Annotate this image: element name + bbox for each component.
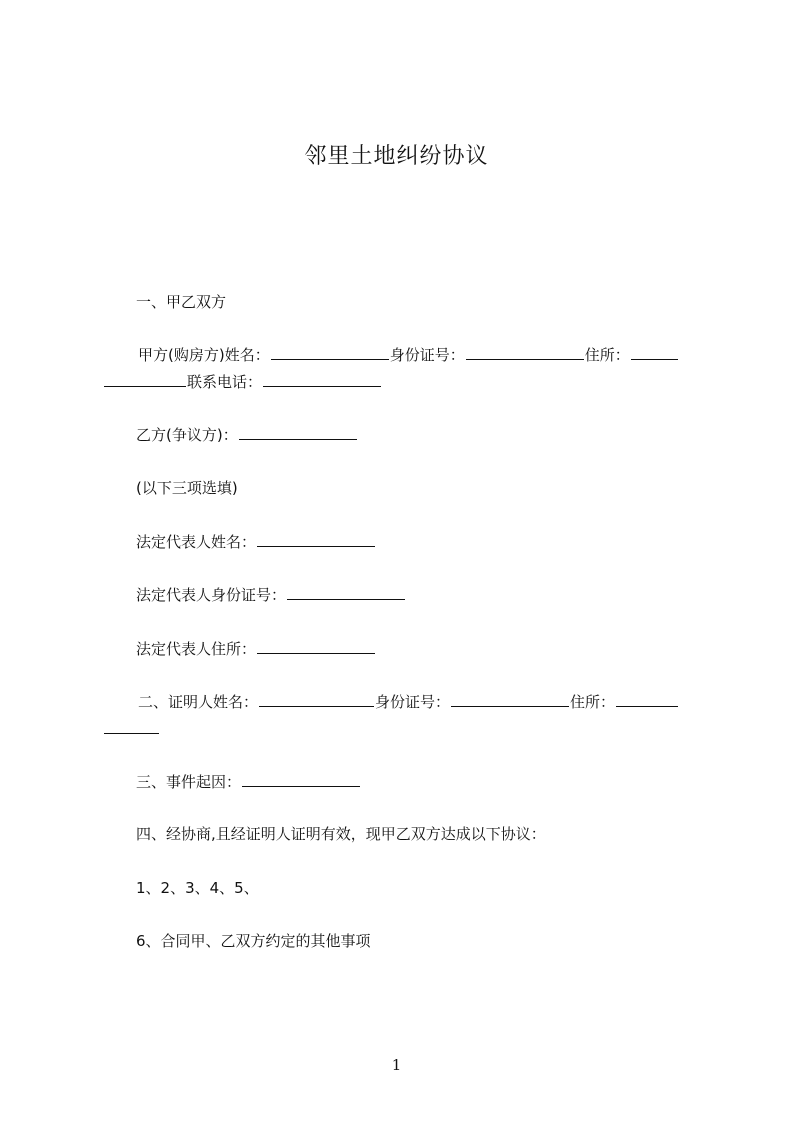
party-a-address-blank[interactable]	[631, 344, 678, 360]
legal-rep-address-line	[136, 638, 376, 659]
witness-id-label: 身份证号：	[375, 693, 451, 711]
agreement-intro: 四、经协商,且经证明人证明有效，现甲乙双方达成以下协议：	[136, 825, 546, 843]
section-parties-heading: 一、甲乙双方	[136, 293, 227, 311]
agreement-items: 1、2、3、4、5、	[136, 879, 259, 897]
party-a-phone-label: 联系电话：	[187, 373, 263, 391]
party-a-name-label: 甲方(购房方)姓名：	[138, 346, 270, 364]
legal-rep-id-label: 法定代表人身份证号：	[136, 586, 287, 604]
witness-id-blank[interactable]	[451, 691, 569, 707]
legal-rep-address-label: 法定代表人住所：	[136, 640, 257, 658]
party-a-id-label: 身份证号：	[389, 346, 465, 364]
legal-rep-name-line	[136, 531, 376, 552]
cause-label: 三、事件起因：	[136, 773, 242, 791]
party-a-phone-blank[interactable]	[263, 371, 381, 387]
witness-name-blank[interactable]	[259, 691, 374, 707]
legal-rep-name-blank[interactable]	[257, 531, 375, 547]
agreement-item-6: 6、合同甲、乙双方约定的其他事项	[136, 932, 371, 950]
party-b-line	[136, 424, 358, 445]
witness-address-blank[interactable]	[616, 691, 678, 707]
legal-rep-name-label: 法定代表人姓名：	[136, 533, 257, 551]
legal-rep-id-line	[136, 584, 406, 605]
party-b-label: 乙方(争议方)：	[136, 426, 238, 444]
party-a-address-label: 住所：	[584, 346, 630, 364]
party-a-address-blank-cont[interactable]	[104, 371, 186, 387]
party-a-name-blank[interactable]	[271, 344, 389, 360]
party-b-blank[interactable]	[239, 424, 357, 440]
page-number: 1	[391, 1056, 402, 1074]
legal-rep-id-blank[interactable]	[287, 584, 405, 600]
cause-blank[interactable]	[242, 771, 360, 787]
cause-line	[136, 771, 361, 792]
legal-rep-address-blank[interactable]	[257, 638, 375, 654]
party-a-line	[138, 344, 679, 365]
witness-line	[138, 691, 679, 712]
witness-name-label: 二、证明人姓名：	[138, 693, 259, 711]
party-a-id-blank[interactable]	[466, 344, 584, 360]
witness-address-label: 住所：	[570, 693, 616, 711]
document-title: 邻里土地纠纷协议	[304, 144, 489, 169]
optional-note: (以下三项选填)	[136, 479, 238, 497]
party-a-line-cont	[103, 371, 382, 392]
witness-line-cont	[103, 718, 160, 739]
witness-address-blank-cont[interactable]	[104, 718, 159, 734]
